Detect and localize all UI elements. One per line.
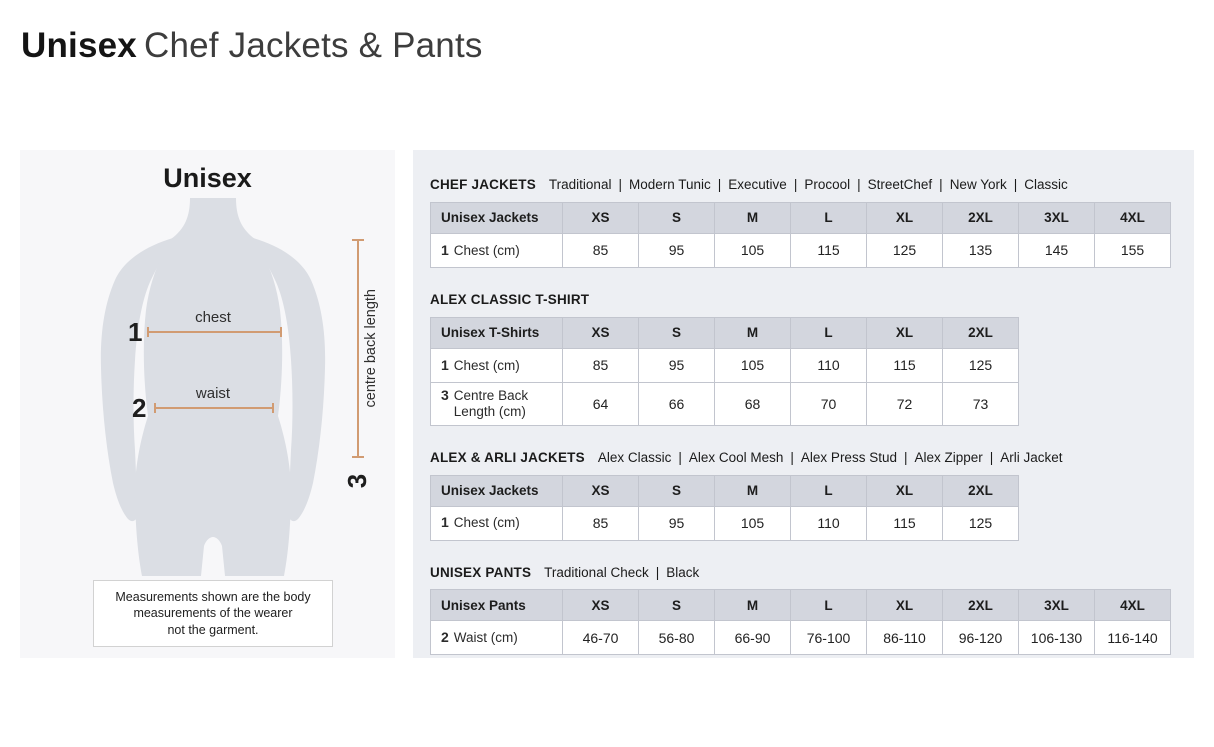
size-header-cell: XS: [563, 202, 639, 233]
variant-name: Modern Tunic: [628, 177, 711, 192]
size-table-header-row: [431, 202, 1171, 233]
variant-name: Alex Cool Mesh: [688, 449, 784, 465]
size-table: [430, 589, 1171, 655]
size-value-cell: 76-100: [791, 621, 867, 655]
measurement-diagram-panel: [20, 150, 395, 658]
size-table: [430, 317, 1019, 426]
measurement-row: [431, 348, 1019, 382]
variant-separator: |: [793, 177, 798, 192]
size-value-cell: 68: [715, 382, 791, 425]
size-value-cell: 105: [715, 506, 791, 540]
size-value-cell: 110: [791, 506, 867, 540]
variant-separator: |: [1013, 177, 1018, 192]
chest-label: chest: [195, 309, 231, 326]
measurement-name: Centre Back Length (cm): [453, 387, 529, 420]
variant-name: Alex Classic: [597, 449, 672, 465]
size-value-cell: 116-140: [1095, 621, 1171, 655]
table-title-line: [430, 565, 1194, 582]
variant-name: Procool: [804, 177, 851, 192]
size-header-cell: M: [715, 317, 791, 348]
size-value-cell: 155: [1095, 233, 1171, 267]
measurement-label: [441, 629, 558, 646]
row-label-header: Unisex Pants: [431, 590, 563, 621]
size-header-cell: S: [639, 475, 715, 506]
variant-name: Executive: [728, 177, 787, 192]
variant-name: Classic: [1024, 177, 1068, 192]
note-line: Measurements shown are the body: [115, 590, 311, 604]
measurement-note: [93, 580, 333, 647]
table-heading: ALEX CLASSIC T-SHIRT: [430, 291, 590, 307]
size-value-cell: 105: [715, 348, 791, 382]
variant-name: Black: [666, 564, 700, 580]
waist-label: waist: [195, 385, 231, 402]
variant-name: Alex Press Stud: [800, 449, 897, 465]
table-title-line: [430, 450, 1194, 467]
page-title-rest: Chef Jackets & Pants: [143, 26, 483, 65]
size-header-cell: S: [639, 202, 715, 233]
measurement-label-cell: [431, 348, 563, 382]
variant-separator: |: [678, 449, 682, 465]
size-table-section: [430, 565, 1194, 656]
size-header-cell: XS: [563, 590, 639, 621]
variant-separator: |: [989, 449, 994, 465]
size-header-cell: 2XL: [943, 475, 1019, 506]
size-value-cell: 125: [867, 233, 943, 267]
size-value-cell: 125: [943, 348, 1019, 382]
size-value-cell: 95: [639, 348, 715, 382]
size-value-cell: 115: [867, 506, 943, 540]
size-header-cell: M: [715, 475, 791, 506]
measurement-label-cell: [431, 382, 563, 425]
size-value-cell: 115: [867, 348, 943, 382]
variant-separator: |: [790, 449, 794, 465]
measurement-number: 2: [441, 629, 449, 646]
size-value-cell: 73: [943, 382, 1019, 425]
size-header-cell: XL: [867, 590, 943, 621]
measurement-number: 1: [441, 514, 449, 531]
size-value-cell: 115: [791, 233, 867, 267]
measurement-row: [431, 233, 1171, 267]
table-title-line: [430, 177, 1194, 194]
measurement-name: Chest (cm): [453, 357, 520, 373]
size-value-cell: 86-110: [867, 621, 943, 655]
size-header-cell: 4XL: [1095, 202, 1171, 233]
variant-name: Alex Zipper: [914, 449, 983, 465]
chest-number: 1: [128, 317, 143, 347]
size-header-cell: 2XL: [943, 317, 1019, 348]
size-value-cell: 95: [639, 233, 715, 267]
measurement-label-cell: [431, 233, 563, 267]
waist-number: 2: [132, 393, 147, 423]
size-header-cell: 2XL: [943, 202, 1019, 233]
variant-name: StreetChef: [867, 177, 933, 192]
size-table-section: [430, 177, 1194, 268]
size-value-cell: 66-90: [715, 621, 791, 655]
measurement-row: [431, 621, 1171, 655]
measurement-label: [441, 514, 558, 531]
measurement-row: [431, 382, 1019, 425]
variant-separator: |: [857, 177, 861, 192]
measurement-row: [431, 506, 1019, 540]
variant-name: Traditional: [548, 177, 612, 192]
size-header-cell: 3XL: [1019, 590, 1095, 621]
size-value-cell: 72: [867, 382, 943, 425]
measurement-name: Chest (cm): [453, 515, 520, 531]
table-title-line: [430, 292, 1194, 309]
size-value-cell: 70: [791, 382, 867, 425]
variant-name: Arli Jacket: [1000, 449, 1063, 465]
measurement-label: [441, 242, 558, 259]
size-table: [430, 202, 1171, 268]
size-table-section: [430, 450, 1194, 541]
variant-separator: |: [903, 449, 908, 465]
row-label-header: Unisex Jackets: [431, 202, 563, 233]
size-header-cell: L: [791, 202, 867, 233]
size-header-cell: S: [639, 317, 715, 348]
measurement-label: [441, 357, 558, 374]
size-tables-panel: [413, 150, 1194, 658]
size-table: [430, 475, 1019, 541]
size-header-cell: M: [715, 590, 791, 621]
measurement-number: 1: [441, 241, 449, 258]
size-table-section: [430, 292, 1194, 426]
variant-list: [549, 177, 1068, 192]
size-value-cell: 66: [639, 382, 715, 425]
size-value-cell: 145: [1019, 233, 1095, 267]
measurement-label-cell: [431, 506, 563, 540]
measurement-number: 3: [441, 386, 449, 403]
size-value-cell: 85: [563, 348, 639, 382]
table-heading: ALEX & ARLI JACKETS: [430, 449, 585, 465]
size-value-cell: 95: [639, 506, 715, 540]
centre-back-length-label: centre back length: [362, 289, 379, 408]
size-header-cell: 3XL: [1019, 202, 1095, 233]
size-header-cell: XL: [867, 202, 943, 233]
measurement-name: Chest (cm): [453, 242, 520, 258]
measurement-name: Waist (cm): [453, 630, 518, 646]
variant-list: [598, 450, 1063, 465]
centre-back-length-number: 3: [342, 473, 373, 489]
variant-separator: |: [939, 177, 943, 192]
size-value-cell: 110: [791, 348, 867, 382]
size-header-cell: XS: [563, 317, 639, 348]
table-heading: CHEF JACKETS: [430, 177, 536, 192]
size-table-header-row: [431, 317, 1019, 348]
size-value-cell: 46-70: [563, 621, 639, 655]
variant-name: New York: [949, 177, 1007, 192]
measurement-label-cell: [431, 621, 563, 655]
size-tables: [430, 177, 1194, 655]
size-value-cell: 96-120: [943, 621, 1019, 655]
row-label-header: Unisex Jackets: [431, 475, 563, 506]
size-value-cell: 85: [563, 506, 639, 540]
row-label-header: Unisex T-Shirts: [431, 317, 563, 348]
variant-separator: |: [717, 177, 722, 192]
size-header-cell: M: [715, 202, 791, 233]
measurement-number: 1: [441, 356, 449, 373]
size-header-cell: XL: [867, 475, 943, 506]
size-value-cell: 56-80: [639, 621, 715, 655]
size-table-header-row: [431, 590, 1171, 621]
size-value-cell: 135: [943, 233, 1019, 267]
variant-separator: |: [618, 177, 622, 192]
measurement-label: [441, 387, 558, 421]
size-header-cell: L: [791, 590, 867, 621]
variant-separator: |: [655, 564, 660, 580]
diagram-title: Unisex: [163, 163, 252, 193]
size-value-cell: 64: [563, 382, 639, 425]
size-header-cell: XL: [867, 317, 943, 348]
page-title-bold: Unisex: [21, 26, 137, 65]
page-title: [21, 26, 483, 66]
variant-list: [544, 565, 699, 580]
size-value-cell: 85: [563, 233, 639, 267]
size-header-cell: L: [791, 317, 867, 348]
size-header-cell: 4XL: [1095, 590, 1171, 621]
table-heading: UNISEX PANTS: [430, 564, 532, 580]
size-header-cell: 2XL: [943, 590, 1019, 621]
note-line: not the garment.: [167, 622, 259, 637]
size-table-header-row: [431, 475, 1019, 506]
size-value-cell: 125: [943, 506, 1019, 540]
size-header-cell: S: [639, 590, 715, 621]
variant-name: Traditional Check: [544, 564, 649, 580]
size-header-cell: XS: [563, 475, 639, 506]
size-value-cell: 105: [715, 233, 791, 267]
size-value-cell: 106-130: [1019, 621, 1095, 655]
size-header-cell: L: [791, 475, 867, 506]
note-line: measurements of the wearer: [133, 606, 293, 621]
